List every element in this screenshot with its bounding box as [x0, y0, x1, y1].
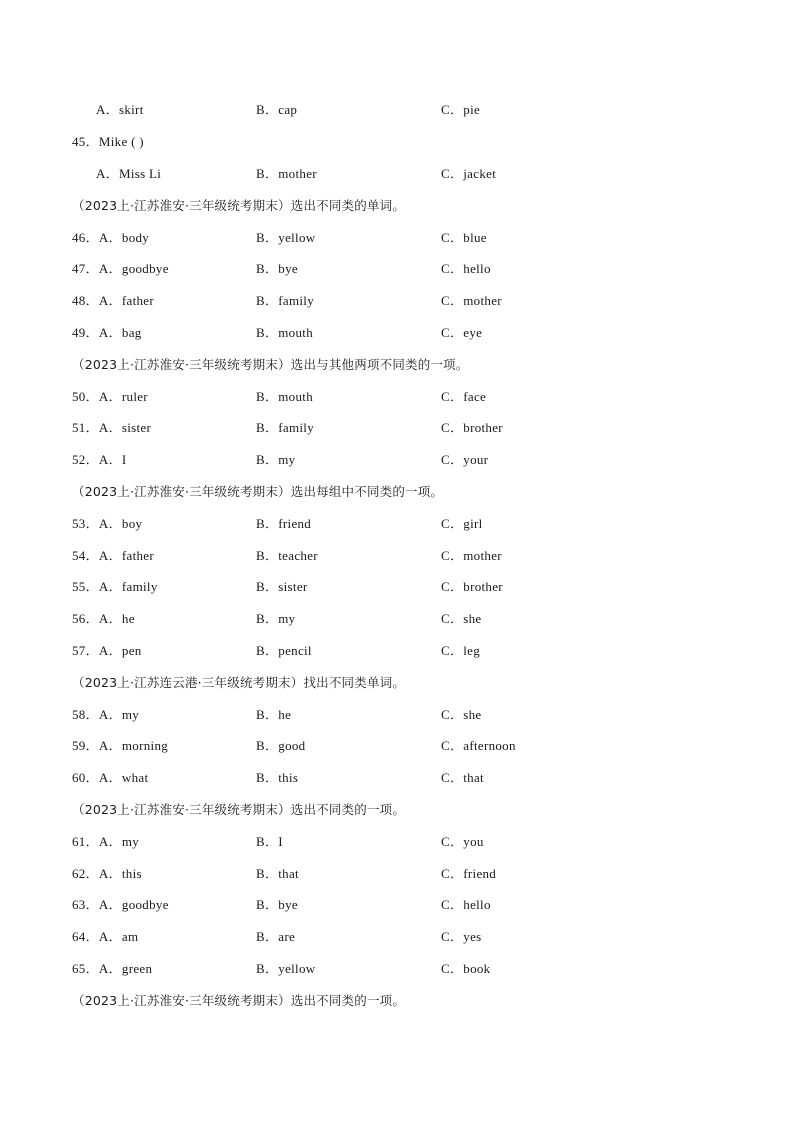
question-row-50	[0, 387, 794, 407]
option-b: B．friend	[256, 516, 312, 531]
question-row-57	[0, 641, 794, 661]
question-row-52	[0, 450, 794, 470]
option-b: B．my	[256, 452, 296, 467]
option-b: B．good	[256, 738, 306, 753]
option-c: C．afternoon	[441, 738, 516, 753]
question-row-53	[0, 514, 794, 534]
question-row-61	[0, 832, 794, 852]
question-stem-45	[0, 132, 794, 152]
option-c: C．leg	[441, 643, 481, 658]
option-c: C．yes	[441, 929, 482, 944]
option-b: B．I	[256, 834, 283, 849]
option-c: C．that	[441, 770, 484, 785]
question-number-option-a: 51．A．sister	[72, 420, 152, 435]
question-row-60	[0, 768, 794, 788]
question-number-option-a: 50．A．ruler	[72, 389, 148, 404]
option-b: B．my	[256, 611, 296, 626]
question-row-46	[0, 228, 794, 248]
option-c: C．your	[441, 452, 489, 467]
option-c: C．mother	[441, 548, 502, 563]
section-heading-text: （2023上·江苏连云港·三年级统考期末）找出不同类单词。	[72, 675, 406, 690]
section-heading-text: （2023上·江苏淮安·三年级统考期末）选出不同类的一项。	[72, 993, 406, 1008]
option-c: C．jacket	[441, 166, 497, 181]
option-c: C．she	[441, 707, 482, 722]
option-c: C．hello	[441, 897, 491, 912]
option-c: C．blue	[441, 230, 487, 245]
option-a: A．skirt	[96, 102, 144, 117]
question-row-54	[0, 546, 794, 566]
question-number-option-a: 58．A．my	[72, 707, 140, 722]
option-b: B．family	[256, 420, 315, 435]
option-b: B．mouth	[256, 389, 313, 404]
option-b: B．yellow	[256, 961, 316, 976]
question-number-option-a: 61．A．my	[72, 834, 140, 849]
question-row-56	[0, 609, 794, 629]
question-number-option-a: 64．A．am	[72, 929, 139, 944]
option-b: B．bye	[256, 261, 298, 276]
option-c: C．book	[441, 961, 491, 976]
option-b: B．teacher	[256, 548, 318, 563]
question-row-65	[0, 959, 794, 979]
question-number-option-a: 47．A．goodbye	[72, 261, 169, 276]
option-c: C．brother	[441, 420, 503, 435]
question-row-63	[0, 895, 794, 915]
option-row-prev	[0, 100, 794, 120]
option-b: B．cap	[256, 102, 298, 117]
option-c: C．hello	[441, 261, 491, 276]
option-c: C．eye	[441, 325, 483, 340]
section-heading-text: （2023上·江苏淮安·三年级统考期末）选出不同类的一项。	[72, 802, 406, 817]
section-heading-text: （2023上·江苏淮安·三年级统考期末）选出不同类的单词。	[72, 198, 406, 213]
option-b: B．this	[256, 770, 299, 785]
option-b: B．pencil	[256, 643, 312, 658]
section-heading-text: （2023上·江苏淮安·三年级统考期末）选出与其他两项不同类的一项。	[72, 357, 469, 372]
option-a: A．Miss Li	[96, 166, 162, 181]
option-c: C．girl	[441, 516, 483, 531]
question-number-option-a: 55．A．family	[72, 579, 158, 594]
option-b: B．family	[256, 293, 315, 308]
section-heading-text: （2023上·江苏淮安·三年级统考期末）选出每组中不同类的一项。	[72, 484, 444, 499]
option-b: B．are	[256, 929, 296, 944]
question-row-64	[0, 927, 794, 947]
option-c: C．pie	[441, 102, 481, 117]
option-b: B．that	[256, 866, 299, 881]
option-b: B．sister	[256, 579, 308, 594]
option-b: B．he	[256, 707, 292, 722]
section-heading-3	[0, 482, 794, 502]
question-row-58	[0, 705, 794, 725]
option-row-45	[0, 164, 794, 184]
option-c: C．you	[441, 834, 484, 849]
question-number-option-a: 65．A．green	[72, 961, 153, 976]
section-heading-6	[0, 991, 794, 1011]
question-number-option-a: 63．A．goodbye	[72, 897, 169, 912]
question-number-option-a: 56．A．he	[72, 611, 135, 626]
option-c: C．friend	[441, 866, 497, 881]
option-c: C．mother	[441, 293, 502, 308]
option-c: C．brother	[441, 579, 503, 594]
question-stem-text: 45．Mike ( )	[72, 134, 144, 149]
question-number-option-a: 53．A．boy	[72, 516, 143, 531]
question-number-option-a: 62．A．this	[72, 866, 142, 881]
section-heading-4	[0, 673, 794, 693]
question-number-option-a: 52．A．I	[72, 452, 127, 467]
option-c: C．she	[441, 611, 482, 626]
question-number-option-a: 57．A．pen	[72, 643, 142, 658]
question-number-option-a: 46．A．body	[72, 230, 150, 245]
section-heading-5	[0, 800, 794, 820]
option-c: C．face	[441, 389, 487, 404]
question-row-48	[0, 291, 794, 311]
option-b: B．yellow	[256, 230, 316, 245]
question-row-49	[0, 323, 794, 343]
question-row-59	[0, 736, 794, 756]
section-heading-1	[0, 196, 794, 216]
question-number-option-a: 48．A．father	[72, 293, 154, 308]
question-row-47	[0, 259, 794, 279]
question-row-51	[0, 418, 794, 438]
option-b: B．bye	[256, 897, 298, 912]
option-b: B．mouth	[256, 325, 313, 340]
question-row-62	[0, 864, 794, 884]
question-number-option-a: 49．A．bag	[72, 325, 142, 340]
option-b: B．mother	[256, 166, 317, 181]
section-heading-2	[0, 355, 794, 375]
question-number-option-a: 60．A．what	[72, 770, 149, 785]
question-number-option-a: 59．A．morning	[72, 738, 169, 753]
question-number-option-a: 54．A．father	[72, 548, 154, 563]
question-row-55	[0, 577, 794, 597]
